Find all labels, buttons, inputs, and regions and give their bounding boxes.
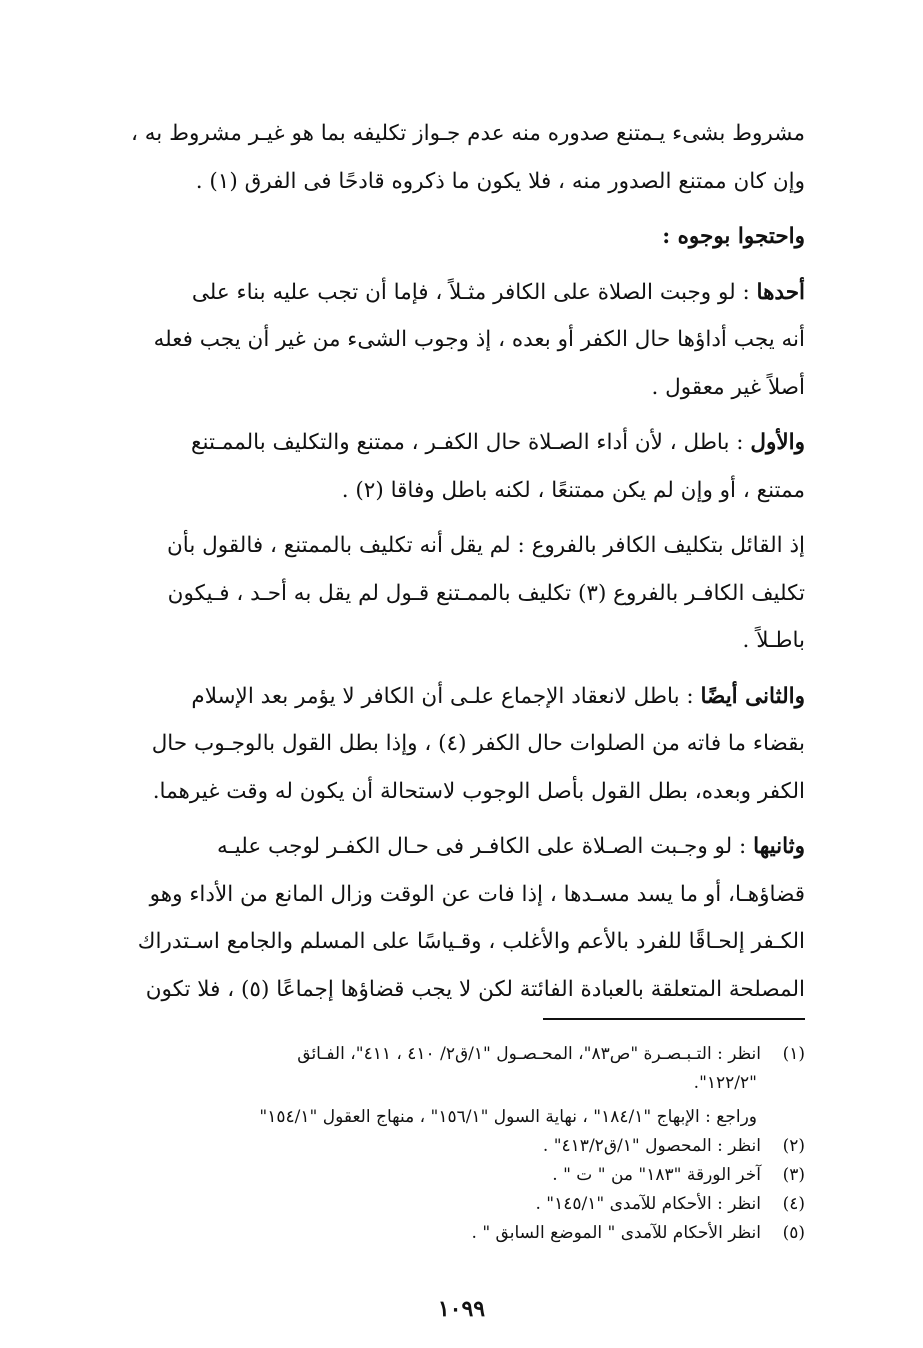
paragraph-5 (98, 522, 805, 665)
line: بقضاء ما فاته من الصلوات حال الكفر (٤) ، وإذا بطل القول بالوجـوب حال (151, 731, 805, 756)
footnote-5 (95, 1219, 805, 1248)
footnote-text: انظر : التـبـصـرة "ص٨٣"، المحـصـول "١/ق٢/ ٤١٠ ، ٤١١"، الفـائق (297, 1044, 761, 1064)
footnote-1 (95, 1040, 805, 1069)
footnote-text: انظر : الأحكام للآمدى "١٤٥/١" . (535, 1194, 761, 1214)
lead-word: والثانى أيضًا (700, 683, 805, 709)
footnote-1-see-also (95, 1103, 805, 1132)
footnote-text: آخر الورقة "١٨٣" من " ت " . (552, 1165, 761, 1185)
line: : باطل لانعقاد الإجماع علـى أن الكافر لا يؤمر بعد الإسلام (191, 683, 701, 709)
main-text (98, 110, 805, 1013)
line: إذ القائل بتكليف الكافر بالفروع : لم يقل أنه تكليف بالممتنع ، فالقول بأن (167, 533, 805, 558)
lead-word: أحدها (756, 279, 805, 305)
line: أنه يجب أداؤها حال الكفر أو بعده ، إذ وجوب الشىء من غير أن يجب فعله (153, 327, 805, 352)
line: مشروط بشىء يـمتنع صدوره منه عدم جـواز تكليفه بما هو غيـر مشروط به ، (130, 121, 805, 146)
footnote-number: (٣) (782, 1165, 805, 1185)
page-number: ١٠٩٩ (437, 1296, 486, 1322)
line: وإن كان ممتنع الصدور منه ، فلا يكون ما ذكروه قادحًا فى الفرق (١) . (195, 168, 805, 194)
footnote-number: (٥) (782, 1223, 805, 1243)
line: الكفر وبعده، بطل القول بأصل الوجوب لاستحالة أن يكون له وقت غيرهما. (152, 778, 805, 804)
line: تكليف الكافـر بالفروع (٣) تكليف بالممـتنع قـول لم يقل به أحـد ، فـيكون (167, 580, 805, 606)
footnote-text: "١٢٢/٢". (693, 1073, 757, 1093)
lead-word: وثانيها (753, 834, 805, 859)
line: : لو وجـبت الصـلاة على الكافـر فى حـال الكفـر لوجب عليـه (216, 834, 754, 859)
footnotes (95, 1040, 805, 1248)
line: قضاؤهـا، أو ما يسد مسـدها ، إذا فات عن الوقت وزال المانع من الأداء وهو (149, 881, 805, 907)
line: : باطل ، لأن أداء الصـلاة حال الكفـر ، ممتنع والتكليف بالممـتنع (191, 430, 751, 455)
section-heading: واحتجوا بوجوه : (662, 224, 805, 249)
footnote-number: (٢) (782, 1136, 805, 1156)
lead-word: والأول (750, 430, 805, 455)
paragraph-3 (98, 269, 805, 412)
footnote-1-continued (95, 1069, 805, 1098)
line: أصلاً غير معقول . (651, 374, 805, 400)
paragraph-2 (98, 213, 805, 261)
footnote-4 (95, 1190, 805, 1219)
paragraph-6 (98, 673, 805, 816)
line: : لو وجبت الصلاة على الكافر مثـلاً ، فإما أن تجب عليه بناء على (191, 279, 757, 305)
footnote-text: انظر : المحصول "١/ق٤١٣/٢" . (542, 1136, 761, 1156)
paragraph-7 (98, 823, 805, 1013)
footnote-separator (543, 1018, 805, 1020)
footnote-3 (95, 1161, 805, 1190)
paragraph-1 (98, 110, 805, 205)
footnote-text: وراجع : الإبهاج "١٨٤/١" ، نهاية السول "١٥٦/١" ، منهاج العقول "١٥٤/١" (259, 1107, 757, 1127)
footnote-number: (٤) (782, 1194, 805, 1214)
paragraph-4 (98, 419, 805, 514)
footnote-text: انظر الأحكام للآمدى " الموضع السابق " . (471, 1223, 761, 1243)
line: ممتنع ، أو وإن لم يكن ممتنعًا ، لكنه باطل وفاقا (٢) . (341, 477, 805, 503)
line: الكـفر إلحـاقًا للفرد بالأعم والأغلب ، وقـياسًا على المسلم والجامع اسـتدراك (137, 929, 805, 954)
line: المصلحة المتعلقة بالعبادة الفائتة لكن لا يجب قضاؤها إجماعًا (٥) ، فلا تكون (145, 976, 805, 1002)
footnote-2 (95, 1132, 805, 1161)
footnote-number: (١) (782, 1044, 805, 1064)
line: باطـلاً . (742, 628, 805, 653)
